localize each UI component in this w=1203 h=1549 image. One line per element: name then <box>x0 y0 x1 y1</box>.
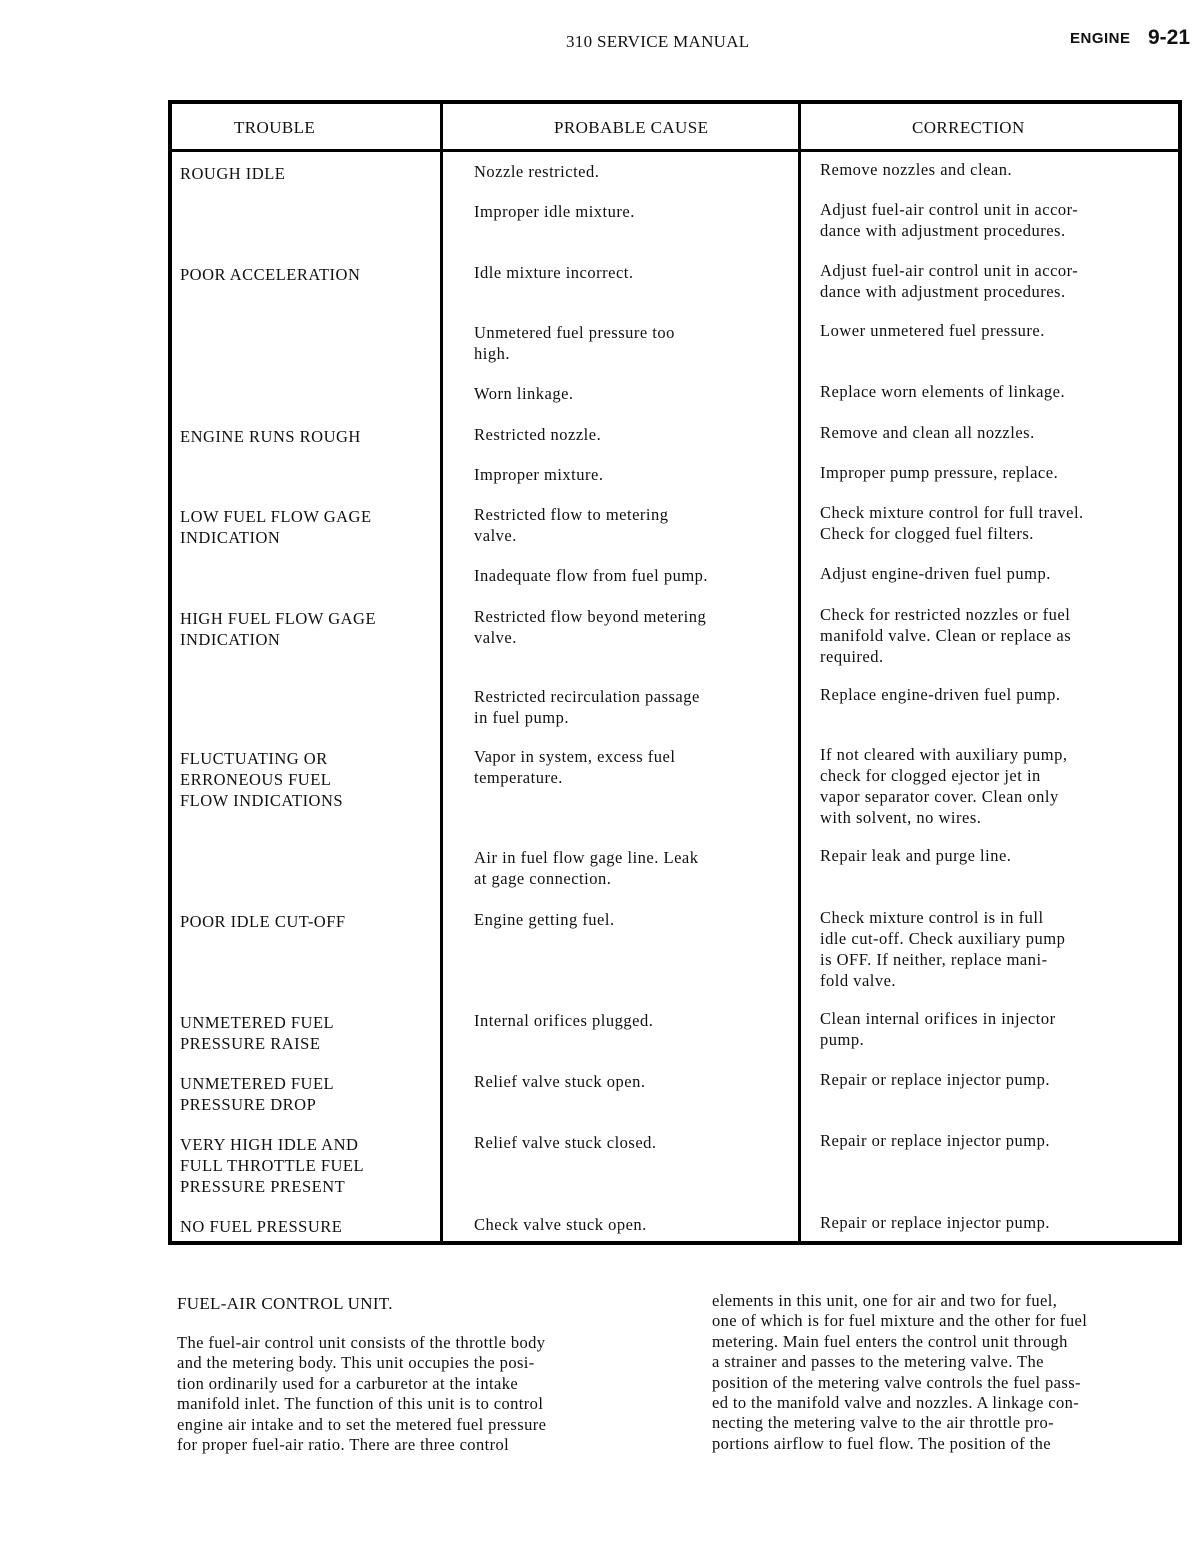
correction-cell: Adjust fuel-air control unit in accor- dance with adjustment procedures. <box>820 200 1079 240</box>
probable-cause-cell: Worn linkage. <box>474 384 574 403</box>
correction-cell: Repair leak and purge line. <box>820 846 1012 865</box>
page-number: 9-21 <box>1148 26 1191 49</box>
column-header-correction: CORRECTION <box>912 118 1025 137</box>
column-divider <box>440 104 443 1241</box>
column-header-probable-cause: PROBABLE CAUSE <box>554 118 709 137</box>
probable-cause-cell: Relief valve stuck open. <box>474 1072 646 1091</box>
correction-cell: Check mixture control is in full idle cut-off. Check auxiliary pump is OFF. If neither, replace mani- fold valve. <box>820 908 1066 990</box>
probable-cause-cell: Restricted recirculation passage in fuel pump. <box>474 687 700 727</box>
probable-cause-cell: Nozzle restricted. <box>474 162 600 181</box>
trouble-cell: HIGH FUEL FLOW GAGE INDICATION <box>180 609 377 649</box>
correction-cell: Adjust fuel-air control unit in accor- dance with adjustment procedures. <box>820 261 1079 301</box>
probable-cause-cell: Engine getting fuel. <box>474 910 615 929</box>
trouble-cell: UNMETERED FUEL PRESSURE RAISE <box>180 1013 335 1053</box>
column-divider <box>798 104 801 1241</box>
trouble-cell: LOW FUEL FLOW GAGE INDICATION <box>180 507 372 547</box>
correction-cell: Remove and clean all nozzles. <box>820 423 1035 442</box>
correction-cell: Replace worn elements of linkage. <box>820 382 1066 401</box>
section-name: ENGINE <box>1070 30 1131 47</box>
probable-cause-cell: Improper idle mixture. <box>474 202 635 221</box>
trouble-cell: POOR IDLE CUT-OFF <box>180 912 346 931</box>
correction-cell: Improper pump pressure, replace. <box>820 463 1059 482</box>
correction-cell: If not cleared with auxiliary pump, check for clogged ejector jet in vapor separator cover. Clean only with solvent, no wires. <box>820 745 1068 827</box>
correction-cell: Check mixture control for full travel. Check for clogged fuel filters. <box>820 503 1084 543</box>
header-divider <box>172 149 1178 152</box>
probable-cause-cell: Vapor in system, excess fuel temperature. <box>474 747 676 787</box>
correction-cell: Clean internal orifices in injector pump. <box>820 1009 1056 1049</box>
trouble-cell: VERY HIGH IDLE AND FULL THROTTLE FUEL PRESSURE PRESENT <box>180 1135 365 1196</box>
trouble-cell: POOR ACCELERATION <box>180 265 361 284</box>
probable-cause-cell: Unmetered fuel pressure too high. <box>474 323 675 363</box>
section-title: FUEL-AIR CONTROL UNIT. <box>177 1294 393 1313</box>
probable-cause-cell: Inadequate flow from fuel pump. <box>474 566 709 585</box>
trouble-cell: ROUGH IDLE <box>180 164 286 183</box>
column-header-trouble: TROUBLE <box>234 118 316 137</box>
correction-cell: Repair or replace injector pump. <box>820 1131 1050 1150</box>
probable-cause-cell: Relief valve stuck closed. <box>474 1133 657 1152</box>
probable-cause-cell: Restricted flow to metering valve. <box>474 505 669 545</box>
paragraph-left: The fuel-air control unit consists of the throttle body and the metering body. This unit occupies the posi- tion ordinarily used for a carburetor at the intake manifold inlet. The function of this unit is to control engine air intake and to set the metered fuel pressure for proper fuel-air ratio. There are three control <box>177 1333 547 1455</box>
probable-cause-cell: Idle mixture incorrect. <box>474 263 634 282</box>
troubleshooting-table <box>168 100 1182 1245</box>
correction-cell: Adjust engine-driven fuel pump. <box>820 564 1051 583</box>
trouble-cell: FLUCTUATING OR ERRONEOUS FUEL FLOW INDICATIONS <box>180 749 344 810</box>
paragraph-right: elements in this unit, one for air and two for fuel, one of which is for fuel mixture and the other for fuel metering. Main fuel enters the control unit through a strainer and passes to the metering valve. The position of the metering valve controls the fuel pass- ed to the manifold valve and nozzles. A linkage con- necting the metering valve to the air throttle pro- portions airflow to fuel flow. The position of the <box>712 1291 1088 1453</box>
probable-cause-cell: Restricted flow beyond metering valve. <box>474 607 707 647</box>
trouble-cell: NO FUEL PRESSURE <box>180 1217 343 1236</box>
manual-title: 310 SERVICE MANUAL <box>566 32 750 51</box>
probable-cause-cell: Improper mixture. <box>474 465 604 484</box>
trouble-cell: ENGINE RUNS ROUGH <box>180 427 361 446</box>
correction-cell: Repair or replace injector pump. <box>820 1070 1050 1089</box>
correction-cell: Check for restricted nozzles or fuel manifold valve. Clean or replace as required. <box>820 605 1072 666</box>
probable-cause-cell: Restricted nozzle. <box>474 425 602 444</box>
trouble-cell: UNMETERED FUEL PRESSURE DROP <box>180 1074 335 1114</box>
correction-cell: Lower unmetered fuel pressure. <box>820 321 1045 340</box>
correction-cell: Repair or replace injector pump. <box>820 1213 1050 1232</box>
probable-cause-cell: Check valve stuck open. <box>474 1215 647 1234</box>
probable-cause-cell: Internal orifices plugged. <box>474 1011 654 1030</box>
probable-cause-cell: Air in fuel flow gage line. Leak at gage connection. <box>474 848 699 888</box>
correction-cell: Replace engine-driven fuel pump. <box>820 685 1061 704</box>
correction-cell: Remove nozzles and clean. <box>820 160 1013 179</box>
